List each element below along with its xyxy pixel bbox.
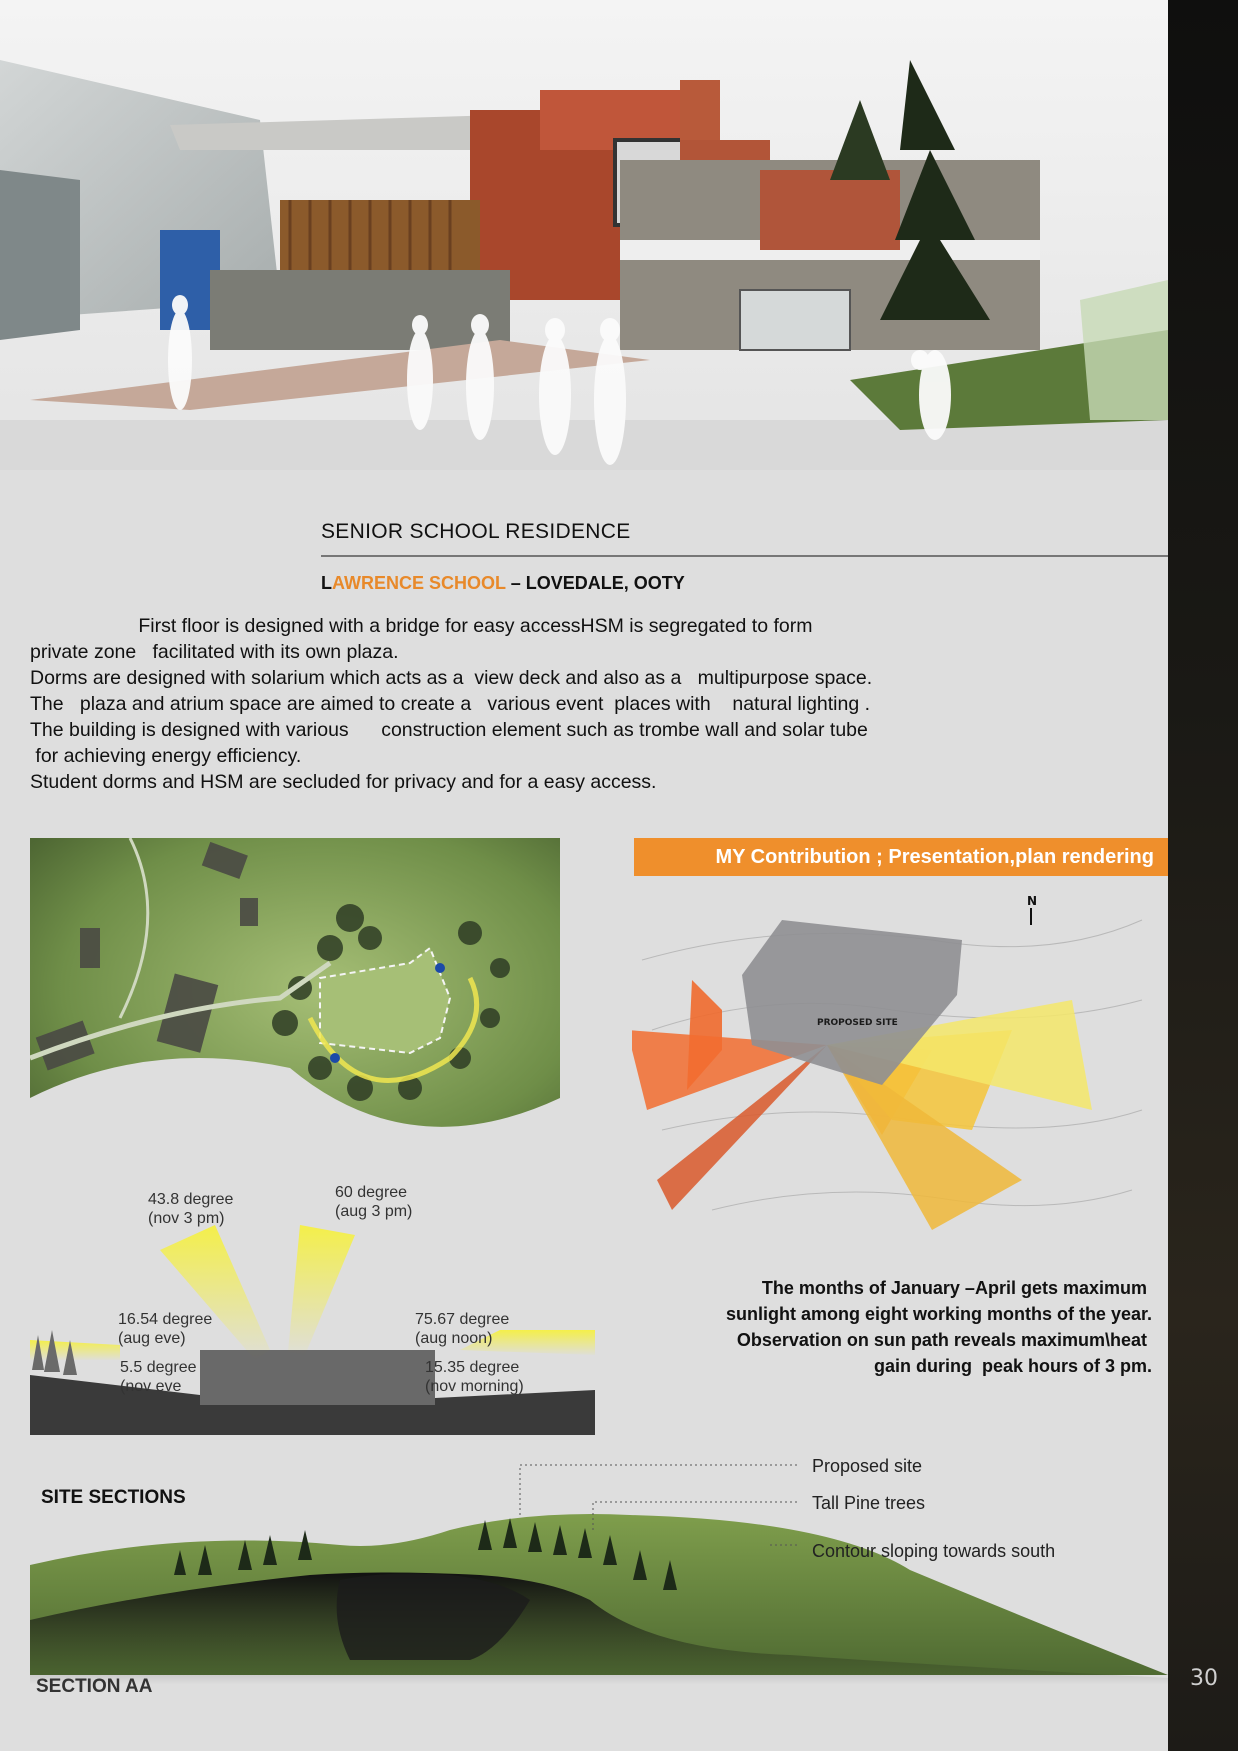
subtitle-initial: L — [321, 573, 332, 593]
proposed-site-label: PROPOSED SITE — [817, 1018, 898, 1028]
description-line: First floor is designed with a bridge for easy accessHSM is segregated to form — [30, 615, 813, 637]
sun-angle-section — [30, 1180, 600, 1435]
legend-tall-pine-trees: Tall Pine trees — [812, 1493, 926, 1513]
description-line: private zone facilitated with its own plaza. — [30, 641, 399, 663]
title-divider — [321, 555, 1168, 557]
section-aa-label: SECTION AA — [36, 1676, 153, 1697]
decorative-sidebar — [1168, 0, 1238, 1751]
description-line: The plaza and atrium space are aimed to create a various event places with natural lighting . — [30, 693, 871, 715]
description-line: for achieving energy efficiency. — [30, 745, 302, 767]
sun-angle-nov-eve: 5.5 degree (nov eve — [120, 1359, 197, 1395]
legend-proposed-site: Proposed site — [812, 1456, 923, 1476]
site-section-drawing — [30, 1450, 1168, 1685]
project-title: SENIOR SCHOOL RESIDENCE — [321, 520, 631, 543]
description-line: Dorms are designed with solarium which acts as a view deck and also as a multipurpose space. — [30, 667, 873, 689]
observation-line: gain during peak hours of 3 pm. — [873, 1356, 1152, 1376]
sun-path-observation — [640, 1275, 1152, 1379]
north-label: N — [1027, 894, 1038, 908]
project-subtitle — [321, 573, 685, 594]
sun-angle-nov-morning: 15.35 degree (nov morning) — [425, 1359, 524, 1395]
sun-path-diagram — [632, 880, 1152, 1235]
observation-line: The months of January –April gets maximum — [761, 1278, 1152, 1298]
page-number: 30 — [1190, 1666, 1218, 1691]
observation-line: Observation on sun path reveals maximum\heat — [736, 1330, 1152, 1350]
project-description — [30, 613, 1150, 795]
building-rendering — [0, 0, 1168, 470]
sun-angle-nov-3pm: 43.8 degree (nov 3 pm) — [148, 1191, 234, 1227]
contribution-banner: MY Contribution ; Presentation,plan rendering — [634, 838, 1168, 876]
legend-contour-slope: Contour sloping towards south — [812, 1541, 1056, 1561]
subtitle-accent: AWRENCE SCHOOL — [332, 573, 506, 593]
site-plan-rendering — [30, 838, 560, 1173]
sun-angle-aug-eve: 16.54 degree (aug eve) — [118, 1311, 213, 1347]
sun-angle-aug-3pm: 60 degree (aug 3 pm) — [335, 1184, 413, 1220]
sun-angle-aug-noon: 75.67 degree (aug noon) — [415, 1311, 510, 1347]
description-line: The building is designed with various construction element such as trombe wall and solar tube — [30, 719, 868, 741]
observation-line: sunlight among eight working months of the year. — [725, 1304, 1152, 1324]
subtitle-location: – LOVEDALE, OOTY — [505, 573, 685, 593]
description-line: Student dorms and HSM are secluded for privacy and for a easy access. — [30, 771, 657, 793]
site-sections-heading: SITE SECTIONS — [41, 1487, 186, 1508]
